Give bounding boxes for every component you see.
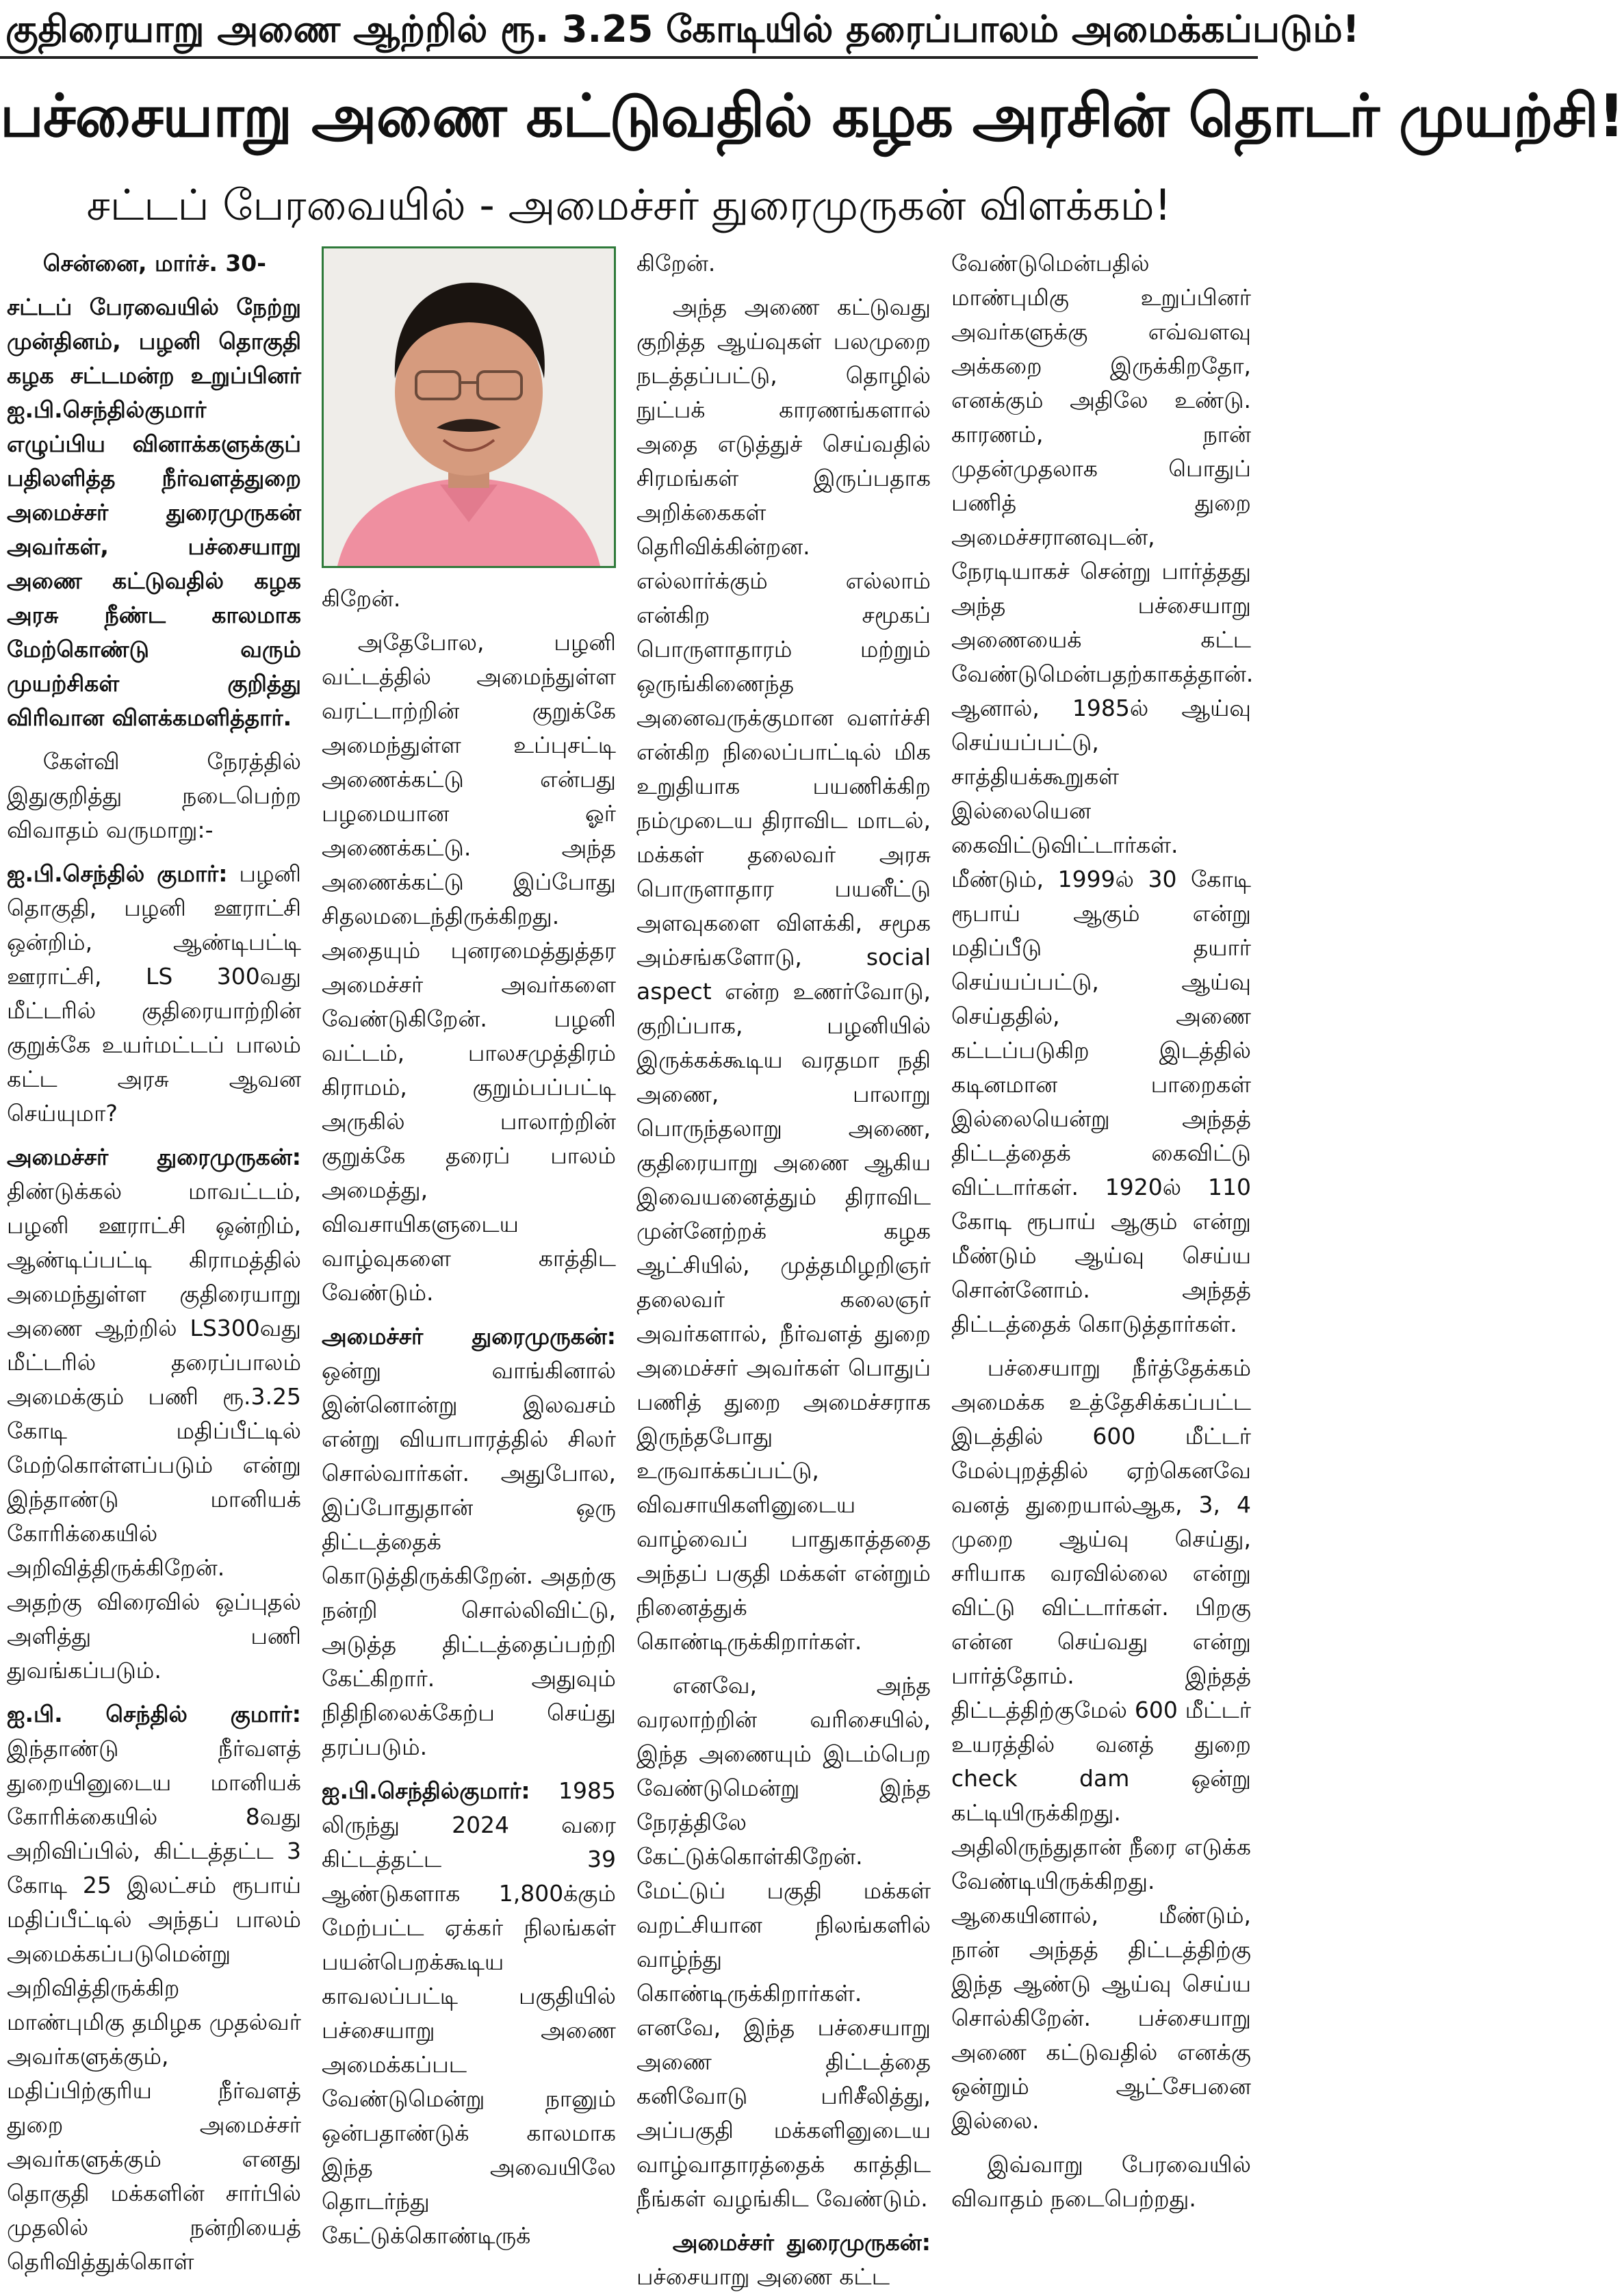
speech-text: பழனி தொகுதி, பழனி ஊராட்சி ஒன்றிம், ஆண்டிபட்டி ஊராட்சி, LS 300வது மீட்டரில் குதிரையாற்றின் குறுக்கே உயர்மட்டப் பாலம் கட்ட அரசு ஆவன செய்யுமா? [7, 860, 301, 1126]
paragraph: அந்த அணை கட்டுவது குறித்த ஆய்வுகள் பலமுறை நடத்தப்பட்டு, தொழில் நுட்பக் காரணங்களால் அதை எடுத்துச் செய்வதில் சிரமங்கள் இருப்பதாக அறிக்கைகள் தெரிவிக்கின்றன. எல்லார்க்கும் எல்லாம் என்கிற சமூகப் பொருளாதாரம் மற்றும் ஒருங்கிணைந்த அனைவருக்குமான வளர்ச்சி என்கிற நிலைப்பாட்டில் மிக உறுதியாக பயணிக்கிற நம்முடைய திராவிட மாடல், மக்கள் தலைவர் அரசு பொருளாதார பயனீட்டு அளவுகளை விளக்கி, சமூக அம்சங்களோடு, social aspect என்ற உணர்வோடு, குறிப்பாக, பழனியில் இருக்கக்கூடிய வரதமா நதி அணை, பாலாறு பொருந்தலாறு அணை, குதிரையாறு அணை ஆகிய இவையனைத்தும் திராவிட முன்னேற்றக் கழக ஆட்சியில், முத்தமிழறிஞர் தலைவர் கலைஞர் அவர்களால், நீர்வளத் துறை அமைச்சர் அவர்கள் பொதுப் பணித் துறை அமைச்சராக இருந்தபோது உருவாக்கப்பட்டு, விவசாயிகளினுடைய வாழ்வைப் பாதுகாத்ததை அந்தப் பகுதி மக்கள் என்றும் நினைத்துக் கொண்டிருக்கிறார்கள். [636, 294, 931, 1655]
paragraph: அதேபோல, பழனி வட்டத்தில் அமைந்துள்ள வரட்டாற்றின் குறுக்கே அமைந்துள்ள உப்புசட்டி அணைக்கட்டு என்பது பழமையான ஓர் அணைக்கட்டு. அந்த அணைக்கட்டு இப்போது சிதலமடைந்திருக்கிறது. அதையும் புனரமைத்துத்தர அமைச்சர் அவர்களை வேண்டுகிறேன். பழனி வட்டம், பாலசமுத்திரம் கிராமம், குறும்பப்பட்டி அருகில் பாலாற்றின் குறுக்கே தரைப் பாலம் அமைத்து, விவசாயிகளுடைய வாழ்வுகளை காத்திட வேண்டும். [322, 629, 616, 1306]
lead-paragraph: சட்டப் பேரவையில் நேற்று முன்தினம், பழனி தொகுதி கழக சட்டமன்ற உறுப்பினர் ஐ.பி.செந்தில்குமார் எழுப்பிய வினாக்களுக்குப் பதிலளித்த நீர்வளத்துறை அமைச்சர் துரைமுருகன் அவர்கள், பச்சையாறு அணை கட்டுவதில் கழக அரசு நீண்ட காலமாக மேற்கொண்டு வரும் முயற்சிகள் குறித்து விரிவான விளக்கமளித்தார். [7, 294, 301, 731]
article-column-2 [322, 582, 616, 2249]
main-headline: பச்சையாறு அணை கட்டுவதில் கழக அரசின் தொடர் முயற்சி! [0, 82, 1624, 151]
paragraph: வேண்டுமென்பதில் மாண்புமிகு உறுப்பினர் அவர்களுக்கு எவ்வளவு அக்கறை இருக்கிறதோ, எனக்கும் அதிலே உண்டு. காரணம், நான் முதன்முதலாக பொதுப் பணித் துறை அமைச்சரானவுடன், நேரடியாகச் சென்று பார்த்தது அந்த பச்சையாறு அணையைக் கட்ட வேண்டுமென்பதற்காகத்தான். ஆனால், 1985ல் ஆய்வு செய்யப்பட்டு, சாத்தியக்கூறுகள் இல்லையென கைவிட்டுவிட்டார்கள். மீண்டும், 1999ல் 30 கோடி ரூபாய் ஆகும் என்று மதிப்பீடு தயார் செய்யப்பட்டு, ஆய்வு செய்ததில், அணை கட்டப்படுகிற இடத்தில் கடினமான பாறைகள் இல்லையென்று அந்தத் திட்டத்தைக் கைவிட்டு விட்டார்கள். 1920ல் 110 கோடி ரூபாய் ஆகும் என்று மீண்டும் ஆய்வு செய்ய சொன்னோம். அந்தத் திட்டத்தைக் கொடுத்தார்கள். [951, 250, 1254, 1337]
speaker-name: அமைச்சர் துரைமுருகன்: [7, 1144, 301, 1170]
dateline: சென்னை, மார்ச். 30- [42, 250, 266, 276]
paragraph [7, 1697, 301, 2279]
paragraph [322, 1774, 616, 2253]
article-column-4 [951, 246, 1254, 2212]
paragraph [322, 1319, 616, 1764]
paragraph: இவ்வாறு பேரவையில் விவாதம் நடைபெற்றது. [951, 2151, 1251, 2212]
paragraph: பச்சையாறு நீர்த்தேக்கம் அமைக்க உத்தேசிக்கப்பட்ட இடத்தில் 600 மீட்டர் மேல்புறத்தில் ஏற்கெனவே வனத் துறையால்ஆக, 3, 4 முறை ஆய்வு செய்து, சரியாக வரவில்லை என்று விட்டு விட்டார்கள். பிறகு என்ன செய்வது என்று பார்த்தோம். இந்தத் திட்டத்திற்குமேல் 600 மீட்டர் உயரத்தில் வனத் துறை check dam ஒன்று கட்டியிருக்கிறது. அதிலிருந்துதான் நீரை எடுக்க வேண்டியிருக்கிறது. ஆகையினால், மீண்டும், நான் அந்தத் திட்டத்திற்கு இந்த ஆண்டு ஆய்வு செய்ய சொல்கிறேன். பச்சையாறு அணை கட்டுவதில் எனக்கு ஒன்றும் ஆட்சேபனை இல்லை. [951, 1354, 1251, 2134]
speaker-name: அமைச்சர் துரைமுருகன்: [672, 2229, 931, 2256]
speaker-name: அமைச்சர் துரைமுருகன்: [322, 1323, 616, 1350]
portrait-image [324, 248, 614, 566]
paragraph: கிறேன். [322, 585, 401, 612]
paragraph [7, 857, 301, 1131]
speaker-name: ஐ.பி.செந்தில்குமார்: [322, 1777, 530, 1804]
paragraph [636, 2226, 931, 2294]
speech-text: 1985 லிருந்து 2024 வரை கிட்டத்தட்ட 39 ஆண்டுகளாக 1,800க்கும் மேற்பட்ட ஏக்கர் நிலங்கள் பயன்பெறக்கூடிய காவலப்பட்டி பகுதியில் பச்சையாறு அணை அமைக்கப்பட வேண்டுமென்று நானும் ஒன்பதாண்டுக் காலமாக இந்த அவையிலே தொடர்ந்து கேட்டுக்கொண்டிருக் [322, 1777, 616, 2249]
article-column-1 [7, 246, 301, 2275]
speech-text: திண்டுக்கல் மாவட்டம், பழனி ஊராட்சி ஒன்றிம், ஆண்டிப்பட்டி கிராமத்தில் அமைந்துள்ள குதிரையாறு அணை ஆற்றில் LS300வது மீட்டரில் தரைப்பாலம் அமைக்கும் பணி ரூ.3.25 கோடி மதிப்பீட்டில் மேற்கொள்ளப்படும் என்று இந்தாண்டு மானியக் கோரிக்கையில் அறிவித்திருக்கிறேன். அதற்கு விரைவில் ஒப்புதல் அளித்து பணி துவங்கப்படும். [7, 1178, 301, 1684]
speaker-name: ஐ.பி.செந்தில் குமார்: [7, 860, 228, 887]
minister-photo [322, 246, 616, 568]
speech-text: இந்தாண்டு நீர்வளத் துறையினுடைய மானியக் கோரிக்கையில் 8வது அறிவிப்பில், கிட்டத்தட்ட 3 கோடி 25 இலட்சம் ரூபாய் மதிப்பீட்டில் அந்தப் பாலம் அமைக்கப்படுமென்று அறிவித்திருக்கிற மாண்புமிகு தமிழக முதல்வர் அவர்களுக்கும், மதிப்பிற்குரிய நீர்வளத் துறை அமைச்சர் அவர்களுக்கும் எனது தொகுதி மக்களின் சார்பில் முதலில் நன்றியைத் தெரிவித்துக்கொள் [7, 1735, 301, 2275]
article-column-3 [636, 246, 931, 2290]
paragraph: எனவே, அந்த வரலாற்றின் வரிசையில், இந்த அணையும் இடம்பெற வேண்டுமென்று இந்த நேரத்திலே கேட்டுக்கொள்கிறேன். மேட்டுப் பகுதி மக்கள் வறட்சியான நிலங்களில் வாழ்ந்து கொண்டிருக்கிறார்கள். எனவே, இந்த பச்சையாறு அணை திட்டத்தை கனிவோடு பரிசீலித்து, அப்பகுதி மக்களினுடைய வாழ்வாதாரத்தைக் காத்திட நீங்கள் வழங்கிட வேண்டும். [636, 1672, 931, 2212]
speech-text: ஒன்று வாங்கினால் இன்னொன்று இலவசம் என்று வியாபாரத்தில் சிலர் சொல்வார்கள். அதுபோல, இப்போதுதான் ஒரு திட்டத்தைக் கொடுத்திருக்கிறேன். அதற்கு நன்றி சொல்லிவிட்டு, அடுத்த திட்டத்தைப்பற்றி கேட்கிறார். அதுவும் நிதிநிலைக்கேற்ப செய்து தரப்படும். [322, 1357, 616, 1760]
subheadline: சட்டப் பேரவையில் - அமைச்சர் துரைமுருகன் விளக்கம்! [86, 180, 1172, 230]
paragraph: கிறேன். [636, 250, 716, 276]
speaker-name: ஐ.பி. செந்தில் குமார்: [7, 1701, 301, 1727]
paragraph [7, 1140, 301, 1688]
paragraph: கேள்வி நேரத்தில் இதுகுறித்து நடைபெற்ற விவாதம் வருமாறு:- [7, 748, 301, 843]
speech-text: பச்சையாறு அணை கட்ட [636, 2263, 890, 2290]
kicker-headline: குதிரையாறு அணை ஆற்றில் ரூ. 3.25 கோடியில் தரைப்பாலம் அமைக்கப்படும்! [0, 0, 1258, 59]
